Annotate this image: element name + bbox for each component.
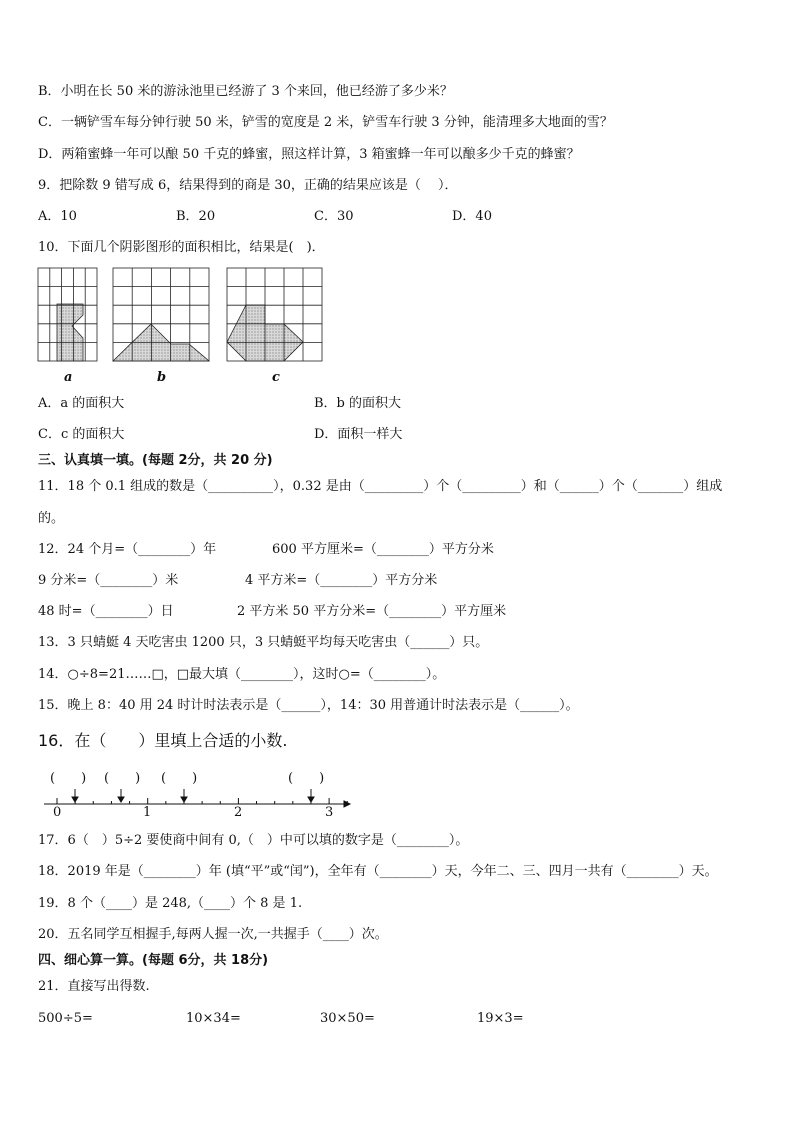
q16-bracket-4: ( ) <box>288 771 325 786</box>
figure-a-shading <box>57 304 83 361</box>
q16-tick-0: 0 <box>53 805 62 820</box>
q16-bracket-2: ( ) <box>104 771 141 786</box>
q12-row2-left: 9 分米=（________）米 <box>38 573 179 588</box>
q21-stem: 21．直接写出得数. <box>38 979 150 994</box>
q10-option-c: C．c 的面积大 <box>38 427 125 442</box>
q16-number-line <box>0 780 793 840</box>
q10-option-d: D．面积一样大 <box>314 427 403 442</box>
q9-stem: 9．把除数 9 错写成 6，结果得到的商是 30，正确的结果应该是（ ）． <box>38 178 458 193</box>
q10-stem: 10．下面几个阴影图形的面积相比，结果是( )． <box>38 240 325 255</box>
q8-option-c: C．一辆铲雪车每分钟行驶 50 米，铲雪的宽度是 2 米，铲雪车行驶 3 分钟，能清理多大地面的雪？ <box>38 115 613 130</box>
q12-row1-left: 12．24 个月=（________）年 <box>38 542 217 557</box>
q16-stem: 16．在（ ）里填上合适的小数. <box>38 731 288 750</box>
q10-option-b: B．b 的面积大 <box>314 396 402 411</box>
q11-line1: 11．18 个 0.1 组成的数是（__________），0.32 是由（_________）个（_________）和（______）个（_______）组成 <box>38 479 723 494</box>
q11-line2: 的。 <box>38 511 65 526</box>
section-3-heading: 三、认真填一填。(每题 2分，共 20 分) <box>38 453 273 468</box>
q16-bracket-3: ( ) <box>161 771 198 786</box>
figure-c-grid <box>227 268 322 361</box>
q10-option-a: A．a 的面积大 <box>38 396 125 411</box>
q21-item-3: 30×50= <box>320 1011 375 1026</box>
q12-row3-left: 48 时=（________）日 <box>38 604 174 619</box>
q9-option-a: A．10 <box>38 209 77 224</box>
figure-a-grid <box>38 268 97 361</box>
q12-row3-right: 2 平方米 50 平方分米=（________）平方厘米 <box>237 604 507 619</box>
q14: 14．○÷8=21……□，□最大填（________），这时○=（________）。 <box>38 667 446 682</box>
q15: 15．晚上 8：40 用 24 时计时法表示是（______），14：30 用普通计时法表示是（______）。 <box>38 698 579 713</box>
section-4-heading: 四、细心算一算。(每题 6分，共 18分) <box>38 953 269 968</box>
figure-a-label: a <box>64 370 73 385</box>
q9-option-b: B．20 <box>176 209 216 224</box>
q21-item-2: 10×34= <box>186 1011 241 1026</box>
q9-option-d: D．40 <box>452 209 492 224</box>
q16-tick-3: 3 <box>325 805 334 820</box>
figure-c-label: c <box>272 370 280 385</box>
q17: 17．6（ ）5÷2 要使商中间有 0,（ ）中可以填的数字是（________）。 <box>38 833 469 848</box>
q19: 19．8 个（____）是 248,（____）个 8 是 1. <box>38 896 303 911</box>
q10-grid-figures <box>0 268 793 368</box>
q16-tick-1: 1 <box>143 805 152 820</box>
q21-item-1: 500÷5= <box>38 1011 93 1026</box>
q20: 20．五名同学互相握手,每两人握一次,一共握手（____）次。 <box>38 927 388 942</box>
figure-b-grid <box>113 268 209 361</box>
q12-row1-right: 600 平方厘米=（________）平方分米 <box>272 542 494 557</box>
q12-row2-right: 4 平方米=（________）平方分米 <box>245 573 438 588</box>
q16-tick-2: 2 <box>234 805 243 820</box>
q8-option-b: B．小明在长 50 米的游泳池里已经游了 3 个来回，他已经游了多少米？ <box>38 84 453 99</box>
q9-option-c: C．30 <box>314 209 354 224</box>
figure-b-label: b <box>157 370 167 385</box>
q16-arrows <box>72 789 314 802</box>
q16-bracket-1: ( ) <box>50 771 87 786</box>
q13: 13．3 只蜻蜓 4 天吃害虫 1200 只，3 只蜻蜓平均每天吃害虫（______）只。 <box>38 635 489 650</box>
q8-option-d: D．两箱蜜蜂一年可以酿 50 千克的蜂蜜，照这样计算，3 箱蜜蜂一年可以酿多少千克的蜂蜜？ <box>38 147 580 162</box>
q18: 18．2019 年是（________）年 (填“平”或“闰”)，全年有（________）天，今年二、三、四月一共有（________）天。 <box>38 864 718 879</box>
q21-item-4: 19×3= <box>477 1011 524 1026</box>
